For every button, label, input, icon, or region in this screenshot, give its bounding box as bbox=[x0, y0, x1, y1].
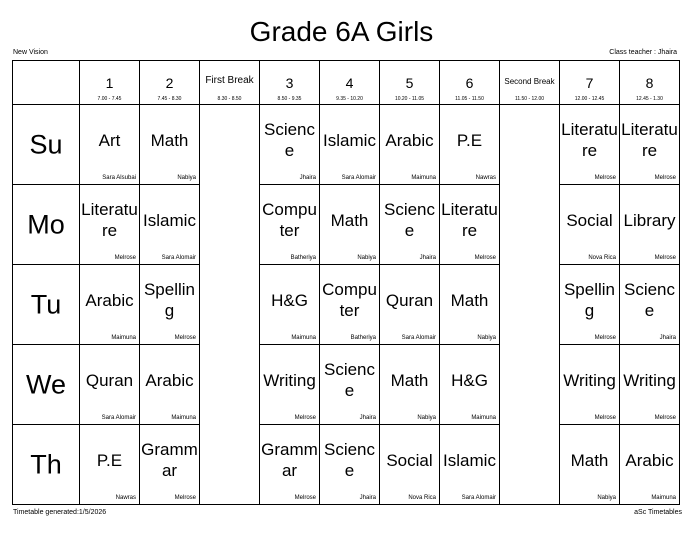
day-row bbox=[13, 345, 680, 425]
day-row bbox=[13, 185, 680, 265]
subject-name: Arabic bbox=[85, 290, 134, 310]
lesson-cell bbox=[80, 185, 140, 265]
subject-name: Literature bbox=[81, 200, 138, 240]
subject-name: Math bbox=[570, 450, 609, 470]
corner-cell bbox=[13, 61, 80, 105]
subject-name: H&G bbox=[271, 290, 308, 310]
lesson-cell bbox=[440, 265, 500, 345]
period-time: 11.50 - 12.00 bbox=[514, 96, 545, 102]
day-header bbox=[13, 265, 80, 345]
break-column bbox=[500, 105, 560, 505]
period-label: 4 bbox=[345, 75, 354, 91]
subject-name: Literature bbox=[441, 200, 498, 240]
day-name: Tu bbox=[30, 289, 62, 319]
teacher-name: Maimuna bbox=[471, 415, 496, 421]
lesson-cell bbox=[620, 345, 680, 425]
lesson-cell bbox=[140, 105, 200, 185]
lesson-cell bbox=[620, 425, 680, 505]
period-header-row bbox=[13, 61, 680, 105]
subject-name: Social bbox=[386, 450, 433, 470]
period-label: Second Break bbox=[504, 77, 555, 86]
lesson-cell bbox=[320, 105, 380, 185]
subject-name: Islamic bbox=[323, 130, 376, 150]
subject-name: Writing bbox=[563, 370, 616, 390]
lesson-cell bbox=[560, 265, 620, 345]
subject-name: Math bbox=[330, 210, 369, 230]
lesson-cell bbox=[80, 345, 140, 425]
teacher-name: Melrose bbox=[474, 255, 496, 261]
period-time: 8.50 - 9.35 bbox=[277, 96, 302, 102]
lesson-cell bbox=[620, 185, 680, 265]
lesson-cell bbox=[380, 425, 440, 505]
subject-name: Math bbox=[150, 130, 189, 150]
lesson-cell bbox=[380, 345, 440, 425]
subject-name: Science bbox=[323, 360, 376, 400]
period-header bbox=[260, 61, 320, 105]
day-row bbox=[13, 265, 680, 345]
break-header bbox=[200, 61, 260, 105]
day-header bbox=[13, 185, 80, 265]
teacher-name: Melrose bbox=[594, 175, 616, 181]
day-name: Mo bbox=[27, 209, 65, 239]
subject-name: Quran bbox=[85, 370, 134, 390]
subject-name: Science bbox=[623, 280, 676, 320]
teacher-name: Batheriya bbox=[290, 255, 316, 261]
lesson-cell bbox=[260, 425, 320, 505]
lesson-cell bbox=[380, 105, 440, 185]
teacher-name: Maimuna bbox=[111, 335, 136, 341]
teacher-name: Melrose bbox=[654, 255, 676, 261]
lesson-cell bbox=[380, 265, 440, 345]
teacher-name: Melrose bbox=[654, 175, 676, 181]
teacher-name: Nabiya bbox=[177, 175, 196, 181]
teacher-name: Nawras bbox=[475, 175, 496, 181]
subject-name: Islamic bbox=[143, 210, 196, 230]
day-header bbox=[13, 425, 80, 505]
lesson-cell bbox=[620, 265, 680, 345]
period-time: 7.00 - 7.45 bbox=[97, 96, 122, 102]
subject-name: P.E bbox=[96, 450, 123, 470]
subject-name: Social bbox=[566, 210, 613, 230]
teacher-name: Nabiya bbox=[597, 495, 616, 501]
lesson-cell bbox=[320, 265, 380, 345]
subject-name: Art bbox=[98, 130, 121, 150]
subject-name: Spelling bbox=[563, 280, 616, 320]
teacher-name: Melrose bbox=[114, 255, 136, 261]
day-header bbox=[13, 345, 80, 425]
period-header bbox=[440, 61, 500, 105]
subject-name: Science bbox=[263, 120, 316, 160]
lesson-cell bbox=[260, 265, 320, 345]
teacher-name: Melrose bbox=[294, 495, 316, 501]
period-label: 6 bbox=[465, 75, 474, 91]
subject-name: Quran bbox=[385, 290, 434, 310]
teacher-name: Sara Alomair bbox=[341, 175, 376, 181]
period-label: 7 bbox=[585, 75, 594, 91]
period-label: 1 bbox=[105, 75, 114, 91]
period-time: 9.35 - 10.20 bbox=[336, 96, 363, 102]
period-header bbox=[380, 61, 440, 105]
lesson-cell bbox=[320, 345, 380, 425]
teacher-name: Jhaira bbox=[359, 415, 376, 421]
period-label: 3 bbox=[285, 75, 294, 91]
subject-name: Spelling bbox=[143, 280, 196, 320]
subject-name: Arabic bbox=[145, 370, 194, 390]
subject-name: Arabic bbox=[385, 130, 434, 150]
lesson-cell bbox=[440, 345, 500, 425]
day-header bbox=[13, 105, 80, 185]
teacher-name: Jhaira bbox=[419, 255, 436, 261]
lesson-cell bbox=[440, 105, 500, 185]
teacher-name: Melrose bbox=[294, 415, 316, 421]
teacher-name: Sara Alsubai bbox=[102, 175, 136, 181]
teacher-name: Maimuna bbox=[651, 495, 676, 501]
period-label: 5 bbox=[405, 75, 414, 91]
period-time: 8.30 - 8.50 bbox=[217, 96, 242, 102]
subject-name: Literature bbox=[621, 120, 678, 160]
subject-name: Computer bbox=[262, 200, 317, 240]
period-header bbox=[620, 61, 680, 105]
lesson-cell bbox=[80, 425, 140, 505]
teacher-name: Batheriya bbox=[350, 335, 376, 341]
subject-name: Grammar bbox=[141, 440, 198, 480]
lesson-cell bbox=[80, 265, 140, 345]
lesson-cell bbox=[80, 105, 140, 185]
period-header bbox=[140, 61, 200, 105]
software-credit: aSc Timetables bbox=[634, 509, 682, 516]
subject-name: Writing bbox=[263, 370, 316, 390]
subject-name: Islamic bbox=[443, 450, 496, 470]
period-header bbox=[320, 61, 380, 105]
subject-name: Math bbox=[450, 290, 489, 310]
lesson-cell bbox=[140, 265, 200, 345]
teacher-name: Maimuna bbox=[411, 175, 436, 181]
lesson-cell bbox=[140, 345, 200, 425]
teacher-name: Nawras bbox=[115, 495, 136, 501]
teacher-name: Maimuna bbox=[291, 335, 316, 341]
subject-name: Science bbox=[383, 200, 436, 240]
teacher-name: Melrose bbox=[594, 415, 616, 421]
lesson-cell bbox=[440, 425, 500, 505]
lesson-cell bbox=[260, 345, 320, 425]
teacher-name: Sara Alomair bbox=[101, 415, 136, 421]
lesson-cell bbox=[620, 105, 680, 185]
teacher-name: Nova Rica bbox=[588, 255, 616, 261]
lesson-cell bbox=[260, 185, 320, 265]
period-header bbox=[560, 61, 620, 105]
page-title: Grade 6A Girls bbox=[249, 16, 434, 47]
lesson-cell bbox=[560, 185, 620, 265]
teacher-name: Melrose bbox=[594, 335, 616, 341]
break-header bbox=[500, 61, 560, 105]
teacher-name: Nabiya bbox=[417, 415, 436, 421]
period-label: First Break bbox=[205, 75, 254, 86]
lesson-cell bbox=[440, 185, 500, 265]
teacher-name: Sara Alomair bbox=[461, 495, 496, 501]
timetable-grid bbox=[12, 60, 680, 505]
period-label: 2 bbox=[165, 75, 174, 91]
day-row bbox=[13, 425, 680, 505]
day-name: Th bbox=[30, 449, 62, 479]
lesson-cell bbox=[140, 185, 200, 265]
lesson-cell bbox=[320, 425, 380, 505]
teacher-name: Nova Rica bbox=[408, 495, 436, 501]
break-column bbox=[200, 105, 260, 505]
subject-name: Science bbox=[323, 440, 376, 480]
subject-name: Grammar bbox=[261, 440, 318, 480]
lesson-cell bbox=[320, 185, 380, 265]
lesson-cell bbox=[560, 105, 620, 185]
day-row bbox=[13, 105, 680, 185]
subject-name: Arabic bbox=[625, 450, 674, 470]
teacher-name: Maimuna bbox=[171, 415, 196, 421]
teacher-name: Melrose bbox=[174, 335, 196, 341]
period-time: 7.45 - 8.30 bbox=[157, 96, 182, 102]
period-label: 8 bbox=[645, 75, 654, 91]
subject-name: H&G bbox=[451, 370, 488, 390]
subject-name: Math bbox=[390, 370, 429, 390]
teacher-name: Sara Alomair bbox=[401, 335, 436, 341]
teacher-name: Jhaira bbox=[659, 335, 676, 341]
lesson-cell bbox=[560, 345, 620, 425]
subject-name: P.E bbox=[456, 130, 483, 150]
subject-name: Computer bbox=[322, 280, 377, 320]
day-name: We bbox=[25, 369, 66, 399]
teacher-name: Nabiya bbox=[477, 335, 496, 341]
period-time: 11.05 - 11.50 bbox=[455, 96, 484, 102]
period-time: 12.45 - 1.30 bbox=[636, 96, 663, 102]
lesson-cell bbox=[260, 105, 320, 185]
period-time: 12.00 - 12.45 bbox=[574, 96, 605, 102]
lesson-cell bbox=[140, 425, 200, 505]
class-teacher: Class teacher : Jhaira bbox=[609, 49, 677, 56]
subject-name: Literature bbox=[561, 120, 618, 160]
day-name: Su bbox=[29, 129, 63, 159]
period-time: 10.20 - 11.05 bbox=[394, 96, 425, 102]
lesson-cell bbox=[380, 185, 440, 265]
generated-date: Timetable generated:1/5/2026 bbox=[13, 509, 107, 516]
teacher-name: Jhaira bbox=[359, 495, 376, 501]
period-header bbox=[80, 61, 140, 105]
school-name: New Vision bbox=[13, 49, 48, 56]
teacher-name: Jhaira bbox=[299, 175, 316, 181]
teacher-name: Sara Alomair bbox=[161, 255, 196, 261]
subject-name: Library bbox=[623, 210, 676, 230]
teacher-name: Melrose bbox=[654, 415, 676, 421]
subject-name: Writing bbox=[623, 370, 676, 390]
teacher-name: Nabiya bbox=[357, 255, 376, 261]
teacher-name: Melrose bbox=[174, 495, 196, 501]
lesson-cell bbox=[560, 425, 620, 505]
